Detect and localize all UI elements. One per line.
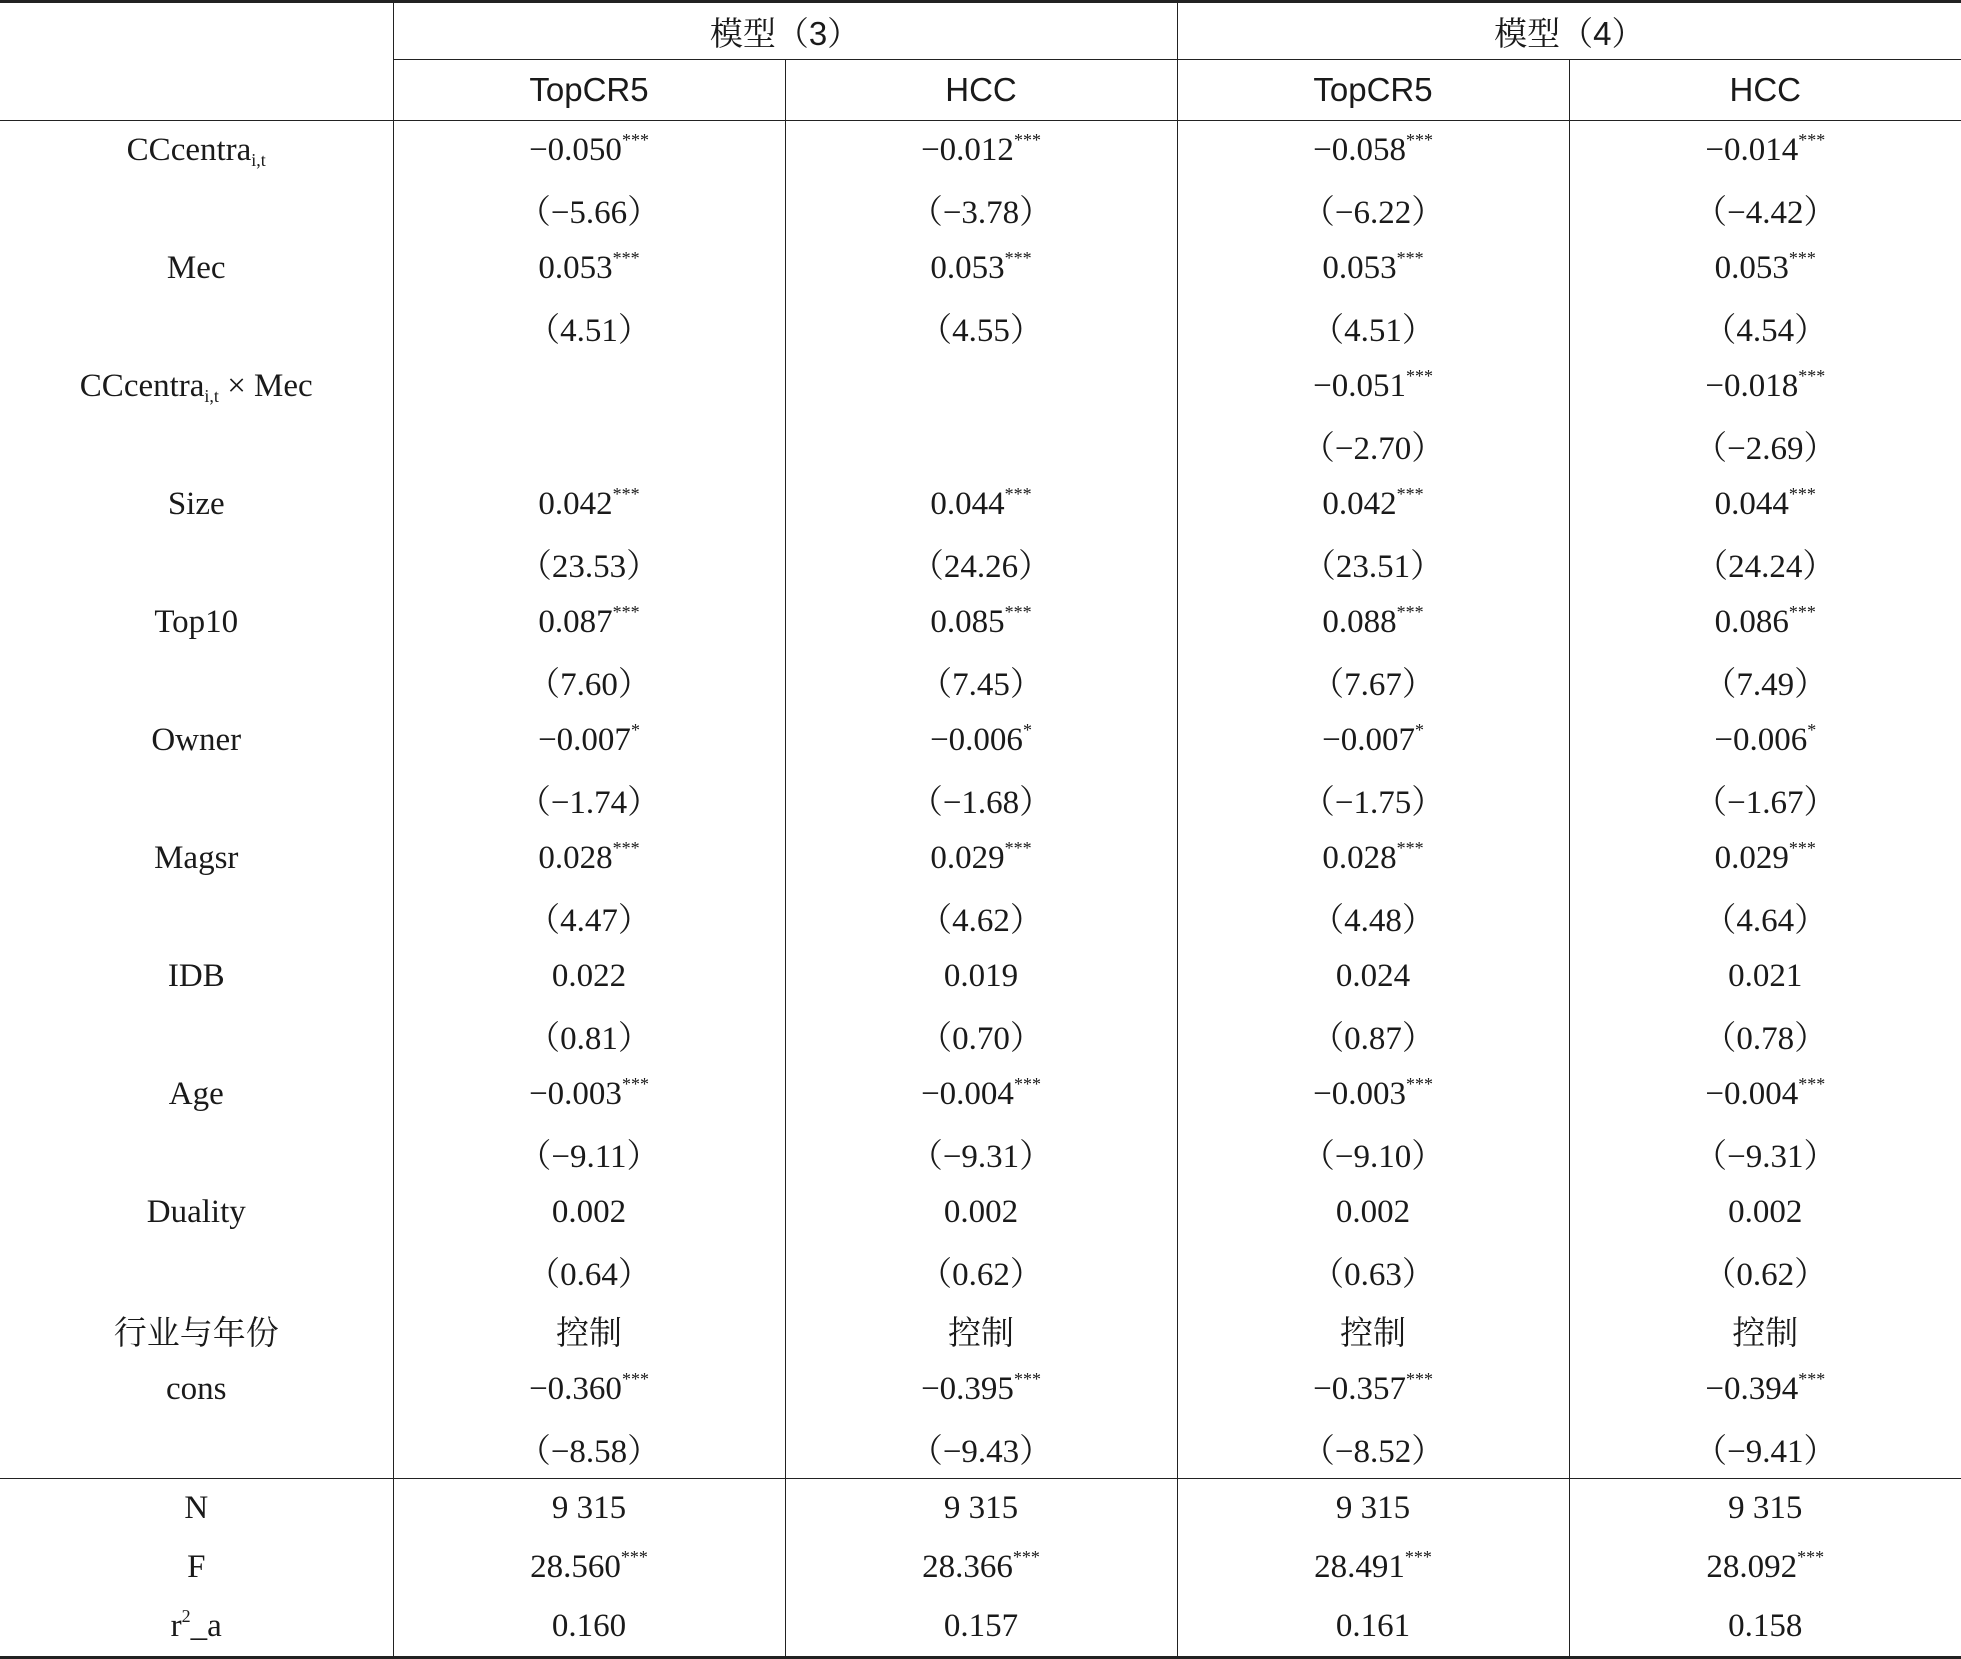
value-text: 9 315 — [1728, 1490, 1803, 1526]
coefficient-cell — [785, 593, 1177, 652]
coefficient-cell — [1177, 475, 1569, 534]
value-text: 9 315 — [551, 1490, 627, 1526]
t-stat-cell: （4.55） — [785, 298, 1177, 357]
t-stat-cell: （−6.22） — [1177, 180, 1569, 239]
coefficient-cell — [1177, 121, 1569, 181]
coefficient-cell — [393, 1360, 785, 1419]
t-stat-cell: （−9.31） — [1569, 1124, 1961, 1183]
row-label-subscript: i,t — [251, 150, 266, 170]
value-text: −0.394 — [1705, 1371, 1799, 1407]
significance-stars: *** — [612, 248, 640, 268]
significance-stars: *** — [1013, 1074, 1041, 1094]
coefficient-cell — [785, 947, 1177, 1006]
significance-stars: *** — [1004, 838, 1032, 858]
t-stat-row — [0, 652, 1961, 711]
statistics-row — [0, 1479, 1961, 1539]
subcolumn-header: HCC — [1569, 60, 1961, 121]
row-label — [0, 947, 393, 1006]
value-text: 0.053 — [538, 250, 613, 286]
coefficient-cell — [1177, 947, 1569, 1006]
row-label-text: Size — [167, 486, 225, 522]
value-text: −0.006 — [930, 722, 1023, 758]
coefficient-cell — [785, 829, 1177, 888]
t-stat-row — [0, 416, 1961, 475]
value-text: 0.160 — [551, 1608, 627, 1644]
t-stat-row — [0, 888, 1961, 947]
significance-stars: *** — [1788, 602, 1816, 622]
control-cell: 控制 — [393, 1301, 785, 1360]
significance-stars: *** — [1405, 1074, 1433, 1094]
empty-label-cell — [0, 1419, 393, 1479]
t-stat-cell: （4.47） — [393, 888, 785, 947]
t-stat-cell: （24.26） — [785, 534, 1177, 593]
t-stat-cell: （4.48） — [1177, 888, 1569, 947]
statistics-row — [0, 1538, 1961, 1597]
coefficient-cell — [1177, 711, 1569, 770]
significance-stars: *** — [1404, 1547, 1432, 1567]
model-3-header: 模型（3） — [393, 2, 1177, 60]
statistic-cell — [785, 1479, 1177, 1539]
t-stat-cell: （−9.43） — [785, 1419, 1177, 1479]
coefficient-cell — [785, 239, 1177, 298]
row-label-text: Duality — [146, 1194, 246, 1230]
control-row — [0, 1301, 1961, 1360]
control-cell: 控制 — [785, 1301, 1177, 1360]
t-stat-cell: （4.51） — [1177, 298, 1569, 357]
t-stat-cell: （−8.52） — [1177, 1419, 1569, 1479]
significance-stars: * — [630, 720, 640, 740]
subcolumn-header: TopCR5 — [1177, 60, 1569, 121]
empty-label-cell — [0, 534, 393, 593]
coefficient-row — [0, 475, 1961, 534]
t-stat-cell: （0.63） — [1177, 1242, 1569, 1301]
t-stat-cell: （7.60） — [393, 652, 785, 711]
significance-stars: * — [1807, 720, 1817, 740]
value-text: 0.053 — [1714, 250, 1789, 286]
significance-stars: *** — [621, 130, 649, 150]
significance-stars: *** — [1396, 838, 1424, 858]
significance-stars: *** — [1788, 838, 1816, 858]
value-text: 0.086 — [1714, 604, 1789, 640]
header-empty-cell — [0, 2, 393, 60]
row-label — [0, 475, 393, 534]
significance-stars: * — [1022, 720, 1032, 740]
significance-stars: *** — [1013, 130, 1041, 150]
value-text: 0.002 — [943, 1194, 1019, 1230]
t-stat-cell: （7.45） — [785, 652, 1177, 711]
value-text: 0.002 — [551, 1194, 627, 1230]
empty-label-cell — [0, 180, 393, 239]
t-stat-cell: （−3.78） — [785, 180, 1177, 239]
t-stat-cell: （−1.67） — [1569, 770, 1961, 829]
value-text: 0.028 — [538, 840, 613, 876]
t-stat-cell: （0.81） — [393, 1006, 785, 1065]
empty-label-cell — [0, 416, 393, 475]
empty-label-cell — [0, 1124, 393, 1183]
row-label-superscript: 2 — [181, 1606, 191, 1626]
value-text: 0.053 — [930, 250, 1005, 286]
value-text: 0.042 — [1322, 486, 1397, 522]
significance-stars: *** — [620, 1547, 648, 1567]
empty-label-cell — [0, 1006, 393, 1065]
significance-stars: * — [1414, 720, 1424, 740]
coefficient-row — [0, 239, 1961, 298]
coefficient-row — [0, 711, 1961, 770]
t-stat-cell: （−1.68） — [785, 770, 1177, 829]
row-label — [0, 121, 393, 181]
coefficient-cell — [785, 711, 1177, 770]
statistic-cell — [785, 1538, 1177, 1597]
significance-stars: *** — [1405, 1369, 1433, 1389]
significance-stars: *** — [1798, 130, 1826, 150]
t-stat-row — [0, 1419, 1961, 1479]
value-text: 0.044 — [930, 486, 1005, 522]
value-text: 28.491 — [1314, 1549, 1405, 1585]
t-stat-cell: （−4.42） — [1569, 180, 1961, 239]
subcolumn-header: HCC — [785, 60, 1177, 121]
coefficient-cell — [785, 1183, 1177, 1242]
significance-stars: *** — [1004, 484, 1032, 504]
value-text: 0.085 — [930, 604, 1005, 640]
significance-stars: *** — [621, 1369, 649, 1389]
statistics-row — [0, 1597, 1961, 1658]
value-text: −0.006 — [1714, 722, 1808, 758]
value-text: −0.058 — [1313, 132, 1406, 168]
control-cell: 控制 — [1177, 1301, 1569, 1360]
coefficient-cell — [393, 947, 785, 1006]
value-text: 0.021 — [1728, 958, 1803, 994]
statistic-cell — [785, 1597, 1177, 1658]
value-text: 0.024 — [1335, 958, 1411, 994]
row-label — [0, 829, 393, 888]
row-label — [0, 1065, 393, 1124]
value-text: 28.092 — [1706, 1549, 1798, 1585]
row-label: 行业与年份 — [113, 1316, 279, 1352]
value-text: −0.357 — [1313, 1371, 1406, 1407]
coefficient-cell — [1569, 1360, 1961, 1419]
significance-stars: *** — [1405, 130, 1433, 150]
t-stat-cell: （0.87） — [1177, 1006, 1569, 1065]
t-stat-cell: （0.78） — [1569, 1006, 1961, 1065]
coefficient-cell — [393, 1065, 785, 1124]
significance-stars: *** — [1012, 1547, 1040, 1567]
row-label-text: CCcentra — [79, 368, 205, 404]
t-stat-cell: （7.67） — [1177, 652, 1569, 711]
coefficient-cell — [1569, 593, 1961, 652]
row-label-suffix: _a — [190, 1608, 222, 1644]
row-label — [0, 1183, 393, 1242]
t-stat-cell: （−1.74） — [393, 770, 785, 829]
coefficient-cell — [1177, 593, 1569, 652]
value-text: 0.042 — [538, 486, 613, 522]
statistic-cell — [1569, 1479, 1961, 1539]
coefficient-cell — [785, 475, 1177, 534]
value-text: 0.053 — [1322, 250, 1397, 286]
significance-stars: *** — [1396, 484, 1424, 504]
t-stat-cell: （−5.66） — [393, 180, 785, 239]
coefficient-row — [0, 357, 1961, 416]
t-stat-cell: （4.54） — [1569, 298, 1961, 357]
row-label-text: cons — [166, 1371, 227, 1407]
row-label-text: IDB — [167, 958, 225, 994]
value-text: −0.012 — [921, 132, 1014, 168]
empty-label-cell — [0, 888, 393, 947]
t-stat-cell: （−9.31） — [785, 1124, 1177, 1183]
coefficient-row — [0, 1065, 1961, 1124]
table-body — [0, 121, 1961, 1658]
row-label-text: Age — [168, 1076, 224, 1112]
t-stat-row — [0, 180, 1961, 239]
significance-stars: *** — [1798, 1369, 1826, 1389]
coefficient-cell — [785, 1360, 1177, 1419]
t-stat-row — [0, 298, 1961, 357]
value-text: 0.029 — [1714, 840, 1789, 876]
t-stat-cell: （0.62） — [1569, 1242, 1961, 1301]
t-stat-cell: （0.62） — [785, 1242, 1177, 1301]
subcolumn-header: TopCR5 — [393, 60, 785, 121]
row-label-text: Magsr — [154, 840, 239, 876]
row-label-suffix: × Mec — [218, 368, 313, 404]
significance-stars: *** — [1013, 1369, 1041, 1389]
coefficient-cell — [1569, 947, 1961, 1006]
value-text: −0.003 — [1313, 1076, 1406, 1112]
coefficient-row — [0, 1360, 1961, 1419]
t-stat-cell: （−9.11） — [393, 1124, 785, 1183]
t-stat-cell: （0.64） — [393, 1242, 785, 1301]
coefficient-cell — [1177, 357, 1569, 416]
header-subcolumn-row — [0, 60, 1961, 121]
coefficient-cell — [393, 829, 785, 888]
significance-stars: *** — [1004, 248, 1032, 268]
t-stat-cell: （−2.69） — [1569, 416, 1961, 475]
significance-stars: *** — [1405, 366, 1433, 386]
header-group-row — [0, 2, 1961, 60]
header-empty-cell — [0, 60, 393, 121]
coefficient-cell — [1569, 239, 1961, 298]
row-label — [0, 1479, 393, 1539]
value-text: −0.004 — [921, 1076, 1014, 1112]
row-label-text: N — [184, 1490, 209, 1526]
significance-stars: *** — [612, 484, 640, 504]
row-label-text: F — [187, 1549, 206, 1585]
coefficient-cell — [393, 1183, 785, 1242]
significance-stars: *** — [1797, 1547, 1825, 1567]
value-text: 0.157 — [943, 1608, 1019, 1644]
coefficient-cell — [393, 593, 785, 652]
t-stat-cell: （4.62） — [785, 888, 1177, 947]
value-text: −0.018 — [1705, 368, 1799, 404]
value-text: −0.395 — [921, 1371, 1014, 1407]
t-stat-cell — [785, 416, 1177, 475]
empty-label-cell — [0, 652, 393, 711]
coefficient-cell — [1177, 239, 1569, 298]
value-text: 0.002 — [1335, 1194, 1411, 1230]
coefficient-cell — [1569, 1183, 1961, 1242]
value-text: −0.014 — [1705, 132, 1799, 168]
row-label-text: Top10 — [154, 604, 239, 640]
row-label — [0, 1597, 393, 1658]
value-text: 0.029 — [930, 840, 1005, 876]
coefficient-cell — [393, 239, 785, 298]
t-stat-cell: （−9.41） — [1569, 1419, 1961, 1479]
statistic-cell — [1569, 1538, 1961, 1597]
statistic-cell — [1177, 1597, 1569, 1658]
value-text: 9 315 — [1335, 1490, 1411, 1526]
coefficient-row — [0, 829, 1961, 888]
significance-stars: *** — [612, 838, 640, 858]
significance-stars: *** — [1788, 248, 1816, 268]
statistic-cell — [1569, 1597, 1961, 1658]
coefficient-cell — [393, 475, 785, 534]
coefficient-cell — [785, 121, 1177, 181]
coefficient-cell — [785, 357, 1177, 416]
t-stat-cell: （24.24） — [1569, 534, 1961, 593]
t-stat-cell: （4.51） — [393, 298, 785, 357]
t-stat-cell: （0.70） — [785, 1006, 1177, 1065]
coefficient-cell — [393, 121, 785, 181]
coefficient-cell — [393, 711, 785, 770]
t-stat-row — [0, 770, 1961, 829]
value-text: −0.004 — [1705, 1076, 1799, 1112]
row-label — [0, 593, 393, 652]
value-text: 0.019 — [943, 958, 1019, 994]
coefficient-cell — [1569, 711, 1961, 770]
significance-stars: *** — [621, 1074, 649, 1094]
value-text: 0.044 — [1714, 486, 1789, 522]
coefficient-row — [0, 947, 1961, 1006]
row-label — [0, 711, 393, 770]
value-text: −0.360 — [529, 1371, 622, 1407]
value-text: 9 315 — [943, 1490, 1019, 1526]
row-label — [0, 1360, 393, 1419]
row-label-text: Mec — [166, 250, 226, 286]
value-text: 28.366 — [922, 1549, 1013, 1585]
coefficient-cell — [1569, 357, 1961, 416]
t-stat-cell: （4.64） — [1569, 888, 1961, 947]
value-text: 0.161 — [1335, 1608, 1411, 1644]
value-text: 28.560 — [530, 1549, 621, 1585]
t-stat-row — [0, 1124, 1961, 1183]
t-stat-cell: （23.51） — [1177, 534, 1569, 593]
value-text: 0.158 — [1728, 1608, 1803, 1644]
coefficient-cell — [785, 1065, 1177, 1124]
t-stat-row — [0, 534, 1961, 593]
row-label-text: Owner — [151, 722, 242, 758]
coefficient-cell — [393, 357, 785, 416]
value-text: −0.003 — [529, 1076, 622, 1112]
t-stat-row — [0, 1006, 1961, 1065]
coefficient-cell — [1177, 1183, 1569, 1242]
model-4-header: 模型（4） — [1177, 2, 1961, 60]
row-label-subscript: i,t — [204, 386, 219, 406]
significance-stars: *** — [1798, 366, 1826, 386]
t-stat-row — [0, 1242, 1961, 1301]
t-stat-cell: （7.49） — [1569, 652, 1961, 711]
t-stat-cell: （−8.58） — [393, 1419, 785, 1479]
empty-label-cell — [0, 770, 393, 829]
significance-stars: *** — [612, 602, 640, 622]
value-text: 0.002 — [1728, 1194, 1803, 1230]
coefficient-cell — [1569, 121, 1961, 181]
row-label-text: r — [170, 1608, 182, 1644]
t-stat-cell — [393, 416, 785, 475]
significance-stars: *** — [1788, 484, 1816, 504]
statistic-cell — [393, 1597, 785, 1658]
statistic-cell — [393, 1479, 785, 1539]
row-label — [0, 357, 393, 416]
t-stat-cell: （−1.75） — [1177, 770, 1569, 829]
t-stat-cell: （−9.10） — [1177, 1124, 1569, 1183]
coefficient-cell — [1177, 829, 1569, 888]
coefficient-cell — [1569, 829, 1961, 888]
coefficient-row — [0, 593, 1961, 652]
significance-stars: *** — [1396, 248, 1424, 268]
value-text: 0.088 — [1322, 604, 1397, 640]
value-text: −0.051 — [1313, 368, 1406, 404]
control-cell: 控制 — [1569, 1301, 1961, 1360]
t-stat-cell: （−2.70） — [1177, 416, 1569, 475]
significance-stars: *** — [1798, 1074, 1826, 1094]
coefficient-row — [0, 121, 1961, 181]
empty-label-cell — [0, 1242, 393, 1301]
value-text: −0.050 — [529, 132, 622, 168]
row-label-text: CCcentra — [126, 132, 252, 168]
significance-stars: *** — [1396, 602, 1424, 622]
t-stat-cell: （23.53） — [393, 534, 785, 593]
statistic-cell — [1177, 1479, 1569, 1539]
statistic-cell — [1177, 1538, 1569, 1597]
value-text: 0.087 — [538, 604, 613, 640]
row-label — [0, 1538, 393, 1597]
value-text: −0.007 — [1322, 722, 1415, 758]
empty-label-cell — [0, 298, 393, 357]
value-text: −0.007 — [538, 722, 631, 758]
coefficient-cell — [1569, 1065, 1961, 1124]
row-label — [0, 239, 393, 298]
coefficient-row — [0, 1183, 1961, 1242]
coefficient-cell — [1177, 1360, 1569, 1419]
value-text: 0.028 — [1322, 840, 1397, 876]
coefficient-cell — [1569, 475, 1961, 534]
coefficient-cell — [1177, 1065, 1569, 1124]
significance-stars: *** — [1004, 602, 1032, 622]
value-text: 0.022 — [551, 958, 627, 994]
statistic-cell — [393, 1538, 785, 1597]
